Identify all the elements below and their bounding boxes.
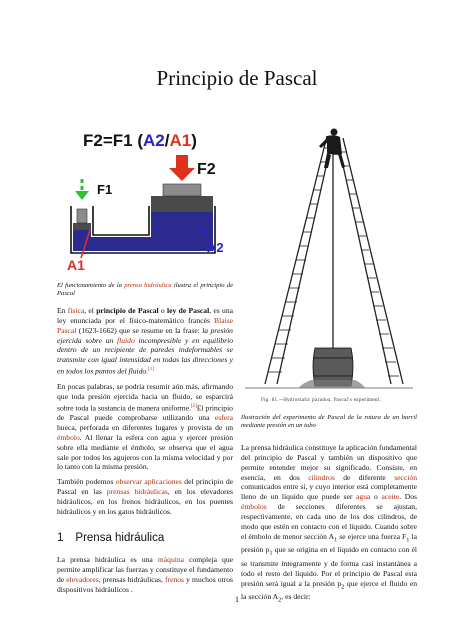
a2-label: A2 — [207, 240, 224, 255]
link-embolo[interactable]: émbolo — [57, 432, 80, 442]
link-frenos[interactable]: frenos — [165, 574, 185, 584]
page-title: Principio de Pascal — [156, 66, 318, 90]
ladder — [265, 136, 403, 384]
ref-2[interactable]: [2] — [190, 403, 197, 409]
large-weight — [163, 184, 201, 196]
link-aceite[interactable]: aceite — [381, 492, 400, 502]
ref-1[interactable]: [1] — [148, 367, 154, 373]
link-seccion[interactable]: sección — [394, 472, 417, 482]
formula-text — [83, 131, 197, 150]
formula-f2: F2 — [83, 131, 103, 150]
link-fluido[interactable]: fluido — [117, 335, 135, 345]
caption-link-prensa[interactable]: prensa hidráulica — [124, 282, 172, 289]
formula-slash: / — [164, 131, 170, 150]
small-weight — [77, 209, 87, 223]
left-column — [57, 126, 233, 595]
f2-arrow-icon — [169, 155, 195, 181]
link-blaise-pascal[interactable]: Blaise Pascal — [57, 315, 233, 335]
pascal-barrel-engraving — [241, 126, 417, 410]
engraving-inner-caption: Fig. 61.—Hydrostatic paradox. Pascal's experiment. — [261, 397, 382, 402]
barrel — [299, 348, 365, 388]
formula-a2: A2 — [143, 131, 165, 150]
intro-paragraph-3: También podemos observar aplicaciones del principio de Pascal en las prensas hidráulicas, en los elevadores hidráulicos, en los frenos hidráulicos, en los puentes hidráulicos y en los gatos hidráulicos. — [57, 477, 234, 517]
link-fisica[interactable]: física — [67, 305, 85, 315]
right-paragraph: La prensa hidráulica constituye la aplicación fundamental del principio de Pascal y también un dispositivo que permite entender mejor su significado. Consiste, en esencia, en dos cilindros de diferente sección comunicados entre sí, y cuyo interior está completamente lleno de un líquido que puede ser agua o aceite. Dos émbolos de secciones diferentes se ajustan, respectivamente, en cada uno de los dos cilindros, de modo que estén en contacto con el líquido. Cuando sobre el émbolo de menor sección $A_1$ se ejerce una fuerza $F_1$ la presión $p_1$ que se origina en el líquido en contacto con él se transmite íntegramente y de forma casi instantánea a todo el resto del líquido. Por el principio de Pascal esta presión será igual a la presión $p_2$ que ejerce el fluido en la sección $A_2$, es decir: — [241, 442, 417, 604]
section-1-paragraph: La prensa hidráulica es una máquina compleja que permite amplificar las fuerzas y constituye el fundamento de elevadores, prensas hidráulicas, frenos y muchos otros dispositivos hidráulicos . — [57, 555, 233, 594]
formula-f1: F1 — [112, 131, 133, 150]
section-number: 1 — [57, 532, 64, 544]
hydraulic-press-figure — [57, 126, 233, 276]
connecting-channel-fluid — [91, 237, 151, 251]
link-maquina[interactable]: máquina — [157, 555, 185, 564]
small-piston — [73, 223, 91, 230]
f1-label: F1 — [97, 182, 113, 197]
link-aplicaciones[interactable]: aplicaciones — [144, 477, 182, 487]
f2-label: F2 — [197, 161, 216, 178]
formula-lp: ( — [132, 131, 144, 150]
link-cilindros[interactable]: cilindros — [308, 472, 335, 482]
a1-label: A1 — [67, 257, 85, 273]
right-column — [241, 126, 417, 605]
link-agua[interactable]: agua — [356, 492, 371, 502]
section-1-heading — [57, 531, 233, 545]
intro-paragraph-2: En pocas palabras, se podría resumir aún más, afirmando que toda presión ejercida hacia un fluido, se esparcirá sobre toda la sustancia de manera uniforme.[2]El principio de Pascal puede comprobarse utilizando una esfera hueca, perforada en diferentes lugares y provista de un émbolo. Al llenar la esfera con agua y ejercer presión sobre ella mediante el émbolo, se observa que el agua sale por todos los agujeros con la misma velocidad y por lo tanto con la misma presión. — [57, 381, 233, 472]
intro-paragraph-1: En física, el principio de Pascal o ley de Pascal, es una ley enunciada por el físico-matemático francés Blaise Pascal (1623-1662) que se resume en la frase: la presión ejercida sobre un fluido incompresible y en equilibrio dentro de un recipiente de paredes indeformables se transmite con igual intensidad en todas las direcciones y en todos los puntos del fluido.[1] — [57, 305, 233, 376]
f1-arrow-icon — [75, 179, 89, 200]
page-number: 1 — [235, 595, 239, 604]
vessel-inner-wall — [93, 206, 149, 235]
formula-a1: A1 — [169, 131, 192, 150]
large-piston — [151, 196, 213, 212]
formula-rp: ) — [191, 131, 197, 150]
figure2-caption: Ilustración del experimento de Pascal de la rotura de un barril mediante presión en un tubo — [241, 414, 417, 430]
link-esfera[interactable]: esfera — [214, 412, 233, 422]
link-observar[interactable]: observar — [115, 477, 142, 487]
formula-eq: = — [102, 131, 113, 150]
figure1-caption: El funcionamiento de la prensa hidráulica ilustra el principio de Pascal — [57, 282, 233, 298]
link-elevadores[interactable]: elevadores — [66, 574, 99, 584]
link-prensas-hidraulicas[interactable]: prensas hidráulicas — [106, 487, 168, 497]
section-title: Prensa hidráulica — [75, 532, 165, 544]
link-embolos[interactable]: émbolos — [241, 502, 267, 512]
